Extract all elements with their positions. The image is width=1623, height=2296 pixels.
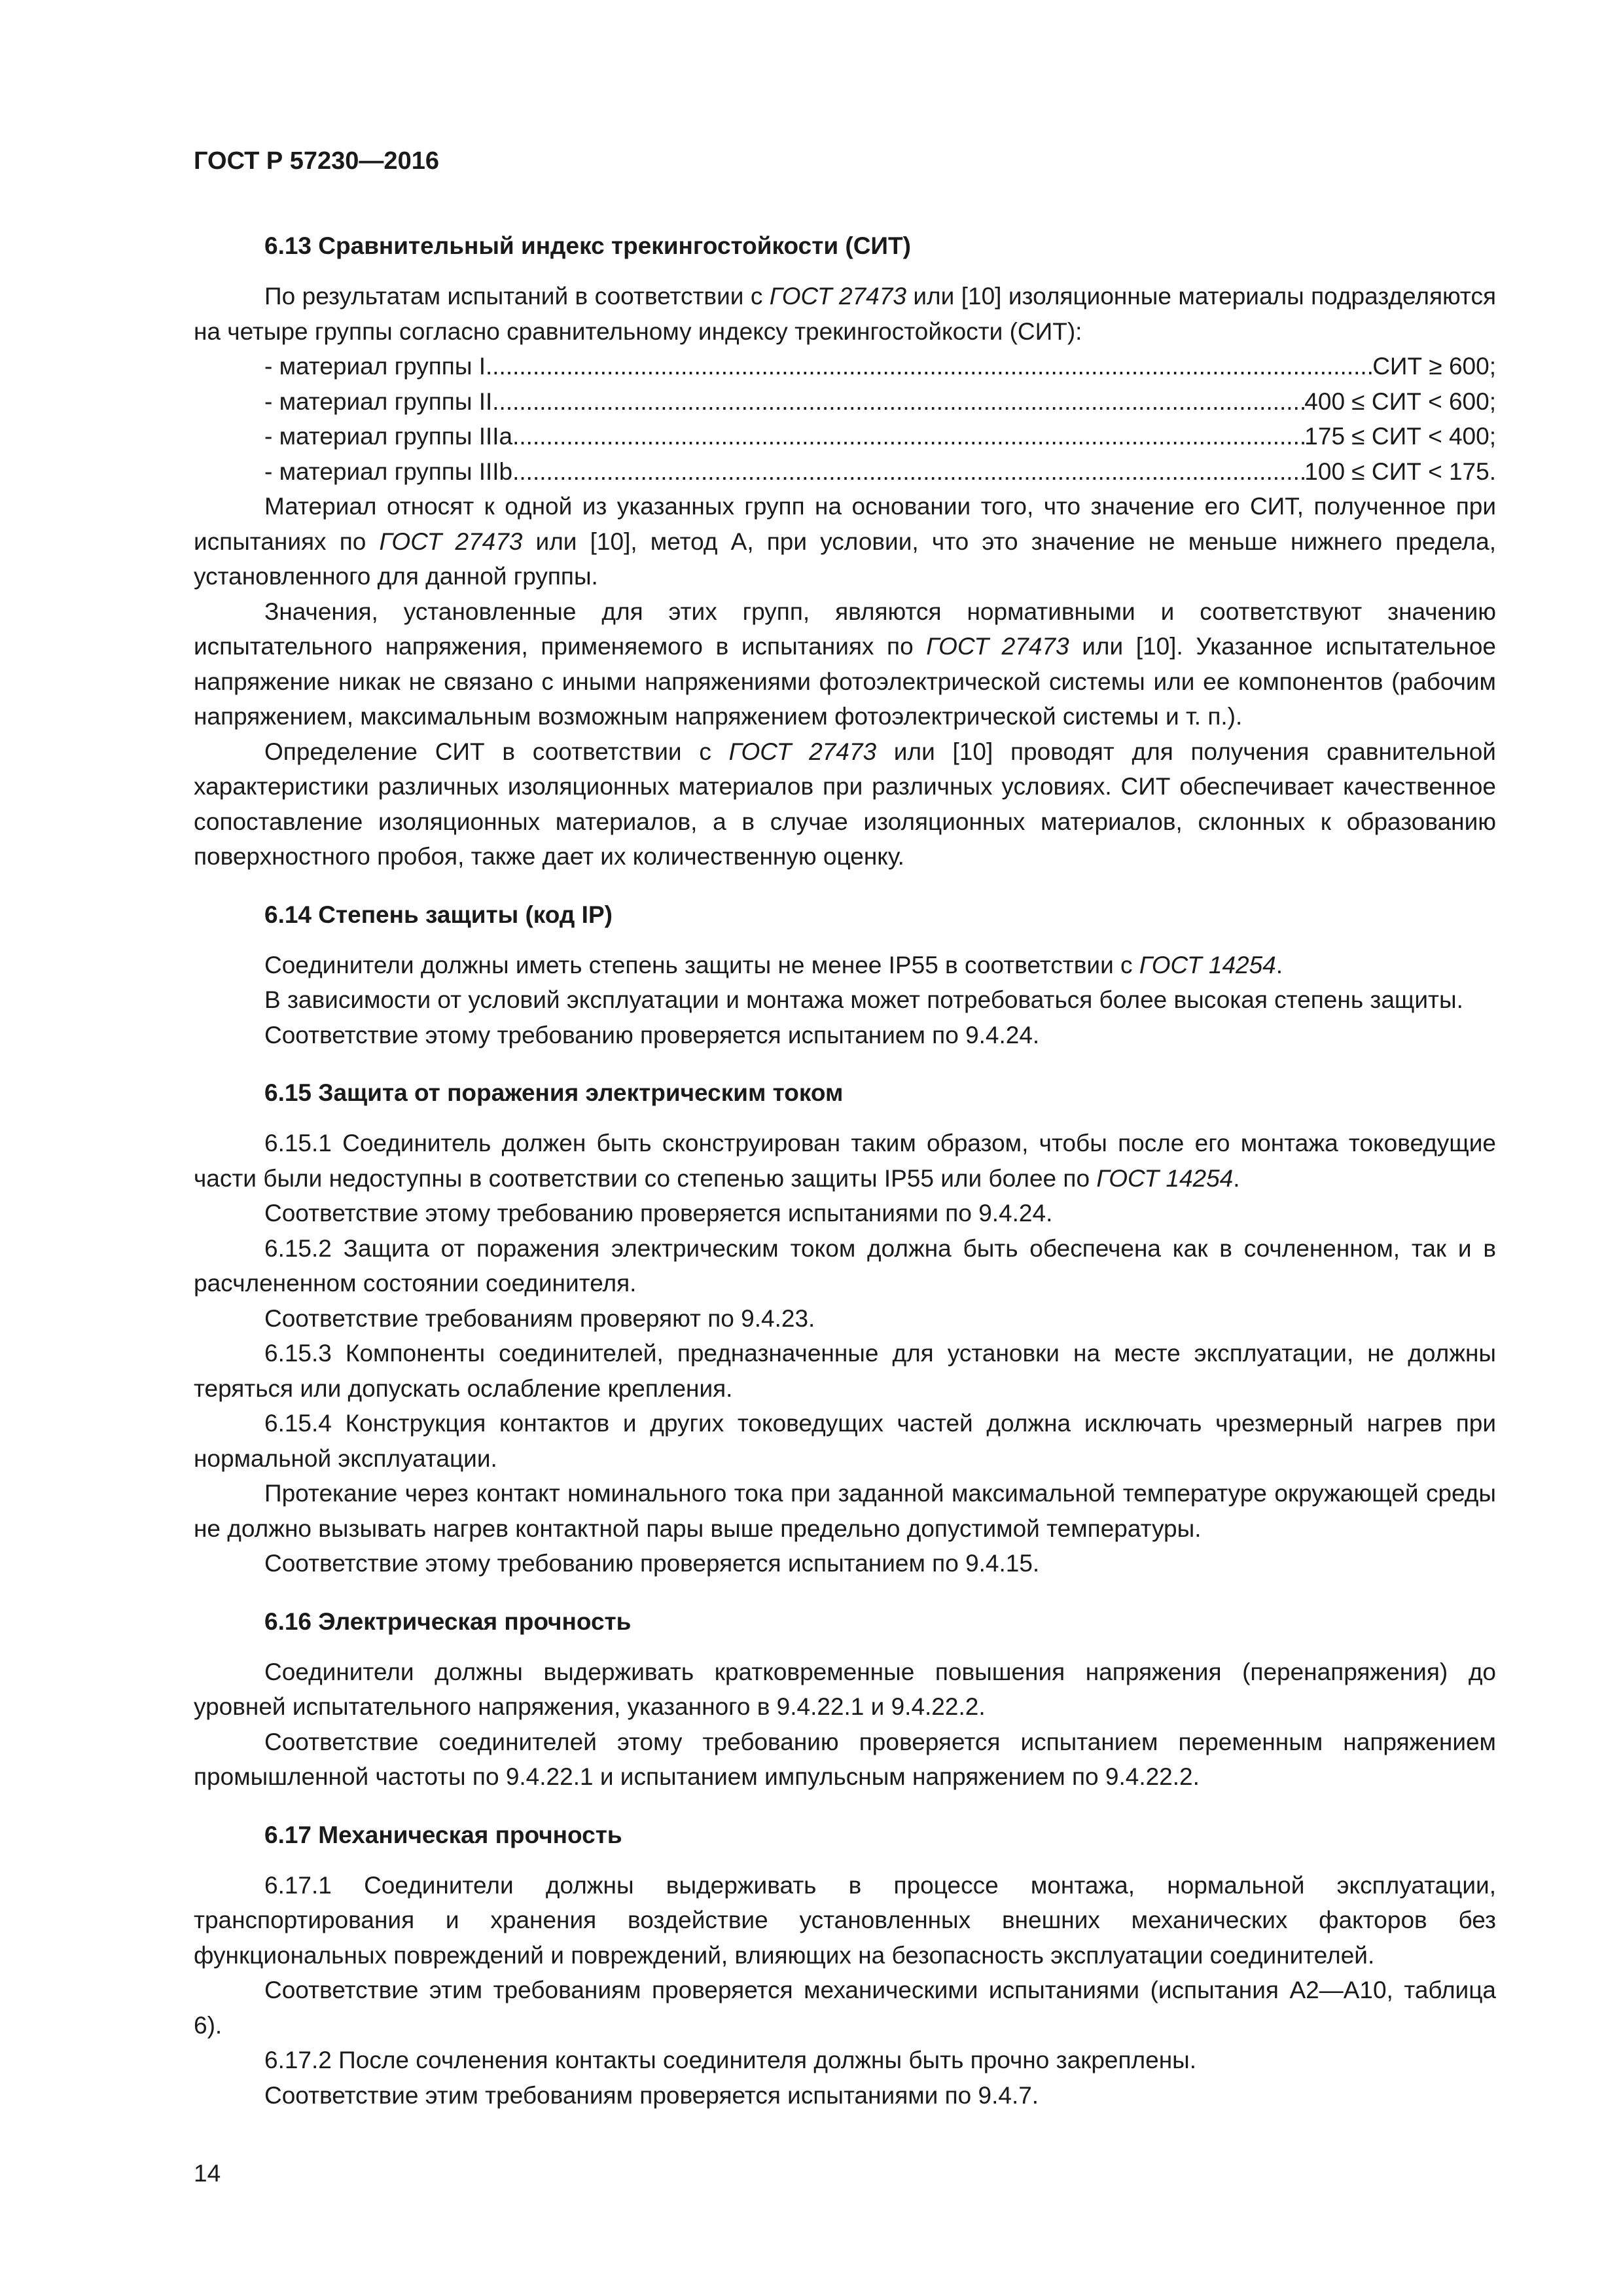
list-item: - материал группы IIIb ..... 100 ≤ СИТ < 175. [194, 454, 1496, 490]
list-item: - материал группы IIIa ..... 175 ≤ СИТ < 400; [194, 419, 1496, 454]
list-item: - материал группы II ..... 400 ≤ СИТ < 600; [194, 384, 1496, 420]
paragraph: 6.17.2 После сочленения контакты соединителя должны быть прочно закреплены. [264, 2047, 1196, 2073]
section-title: 6.16 Электрическая прочность [264, 1607, 632, 1635]
section-6-14 [194, 898, 1496, 1053]
standard-reference: ГОСТ 27473 [926, 633, 1069, 660]
paragraph: Соответствие этому требованию проверяется испытаниями по 9.4.24. [264, 1200, 1053, 1227]
section-6-15 [194, 1076, 1496, 1581]
paragraph: Материал относят к одной из указанных групп на основании того, что значение его СИТ, полученное при испытаниях по ГОСТ 27473 или [10], метод А, при условии, что это значение не меньше нижнего предела, установленного для данной группы. [194, 493, 1497, 590]
section-title: 6.15 Защита от поражения электрическим током [264, 1079, 844, 1106]
paragraph: 6.15.3 Компоненты соединителей, предназначенные для установки на месте эксплуатации, не должны теряться или допускать ослабление крепления. [194, 1340, 1496, 1402]
paragraph: Соответствие этим требованиям проверяется механическими испытаниями (испытания А2—А10, таблица 6). [194, 1977, 1496, 2039]
paragraph: Значения, установленные для этих групп, являются нормативными и соответствуют значению испытательного напряжения, применяемого в испытаниях по ГОСТ 27473 или [10]. Указанное испытательное напряжение никак не связано с иными напряжениями фотоэлектрической системы или ее компонентов (рабочим напряжением, максимальным возможным напряжением фотоэлектрической системы и т. п.). [194, 598, 1496, 730]
section-title: 6.17 Механическая прочность [264, 1821, 622, 1848]
paragraph: Соответствие этим требованиям проверяется испытаниями по 9.4.7. [264, 2081, 1039, 2109]
paragraph: 6.15.2 Защита от поражения электрическим током должна быть обеспечена как в сочлененном, так и в расчлененном состоянии соединителя. [194, 1234, 1496, 1297]
standard-reference: ГОСТ 14254 [1096, 1164, 1234, 1192]
section-6-13 [194, 229, 1496, 874]
section-title: 6.14 Степень защиты (код IP) [264, 901, 613, 928]
paragraph: 6.15.4 Конструкция контактов и других токоведущих частей должна исключать чрезмерный нагрев при нормальной эксплуатации. [194, 1410, 1496, 1472]
paragraph: Соответствие этому требованию проверяется испытанием по 9.4.24. [264, 1021, 1040, 1049]
paragraph: По результатам испытаний в соответствии с ГОСТ 27473 или [10] изоляционные материалы подразделяются на четыре группы согласно сравнительному индексу трекингостойкости (СИТ): [194, 283, 1496, 345]
standard-reference: ГОСТ 27473 [769, 283, 906, 310]
paragraph: Протекание через контакт номинального тока при заданной максимальной температуре окружающей среды не должно вызывать нагрев контактной пары выше предельно допустимой температуры. [194, 1480, 1496, 1542]
section-6-16 [194, 1605, 1496, 1795]
section-title: 6.13 Сравнительный индекс трекингостойкости (СИТ) [264, 232, 911, 259]
leader-dots [486, 349, 1372, 384]
paragraph: Соответствие этому требованию проверяется испытанием по 9.4.15. [264, 1550, 1040, 1577]
page-content [194, 143, 1496, 2136]
paragraph: Определение СИТ в соответствии с ГОСТ 27473 или [10] проводят для получения сравнительной характеристики различных изоляционных материалов при различных условиях. СИТ обеспечивает качественное сопоставление изоляционных материалов, а в случае изоляционных материалов, склонных к образованию поверхностного пробоя, также дает их количественную оценку. [194, 738, 1496, 870]
paragraph: Соединители должны иметь степень защиты не менее IP55 в соответствии с ГОСТ 14254. [264, 951, 1283, 978]
standard-reference: ГОСТ 14254 [1139, 951, 1276, 978]
paragraph: 6.15.1 Соединитель должен быть сконструирован таким образом, чтобы после его монтажа токоведущие части были недоступны в соответствии со степенью защиты IP55 или более по ГОСТ 14254. [194, 1130, 1496, 1192]
document-header: ГОСТ Р 57230—2016 [194, 147, 439, 175]
paragraph: В зависимости от условий эксплуатации и монтажа может потребоваться более высокая степень защиты. [264, 986, 1463, 1013]
standard-reference: ГОСТ 27473 [728, 738, 877, 765]
paragraph: Соответствие требованиям проверяют по 9.4.23. [264, 1304, 815, 1332]
list-item: - материал группы I ..... СИТ ≥ 600; [194, 349, 1496, 384]
paragraph: Соответствие соединителей этому требованию проверяется испытанием переменным напряжением промышленной частоты по 9.4.22.1 и испытанием импульсным напряжением по 9.4.22.2. [194, 1728, 1496, 1790]
standard-reference: ГОСТ 27473 [379, 528, 523, 555]
leader-dots [512, 419, 1304, 454]
paragraph: 6.17.1 Соединители должны выдерживать в процессе монтажа, нормальной эксплуатации, транспортирования и хранения воздействие установленных внешних механических факторов без функциональных повреждений и повреждений, влияющих на безопасность эксплуатации соединителей. [194, 1871, 1496, 1969]
leader-dots [492, 384, 1304, 420]
section-6-17 [194, 1818, 1496, 2113]
leader-dots [512, 454, 1304, 490]
paragraph: Соединители должны выдерживать кратковременные повышения напряжения (перенапряжения) до уровней испытательного напряжения, указанного в 9.4.22.1 и 9.4.22.2. [194, 1658, 1496, 1720]
page-number: 14 [194, 2160, 221, 2187]
